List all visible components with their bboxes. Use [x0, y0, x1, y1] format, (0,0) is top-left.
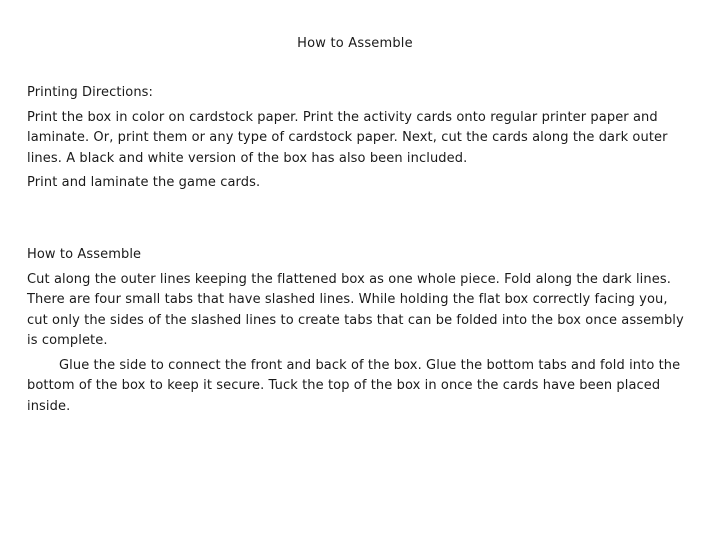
assembly-heading: How to Assemble	[27, 247, 142, 262]
printing-directions-heading: Printing Directions:	[27, 85, 154, 100]
assembly-section	[27, 245, 692, 421]
printing-directions-paragraph: Print the box in color on cardstock paper. Print the activity cards onto regular printer paper and laminate. Or, print them or any type of cardstock paper. Next, cut the cards along the dark outer lines. A black and white version of the box has also been included.	[27, 109, 668, 166]
assembly-paragraph-glue: Glue the side to connect the front and back of the box. Glue the bottom tabs and fold into the bottom of the box to keep it secure. Tuck the top of the box in once the cards have been placed inside.	[27, 357, 681, 414]
page-title: How to Assemble	[297, 36, 413, 51]
printing-directions-section	[27, 83, 692, 198]
printing-directions-note: Print and laminate the game cards.	[27, 175, 261, 190]
assembly-paragraph-cut: Cut along the outer lines keeping the flattened box as one whole piece. Fold along the dark lines. There are four small tabs that have slashed lines. While holding the flat box correctly facing you, cut only the sides of the slashed lines to create tabs that can be folded into the box once assembly is complete.	[27, 271, 684, 348]
